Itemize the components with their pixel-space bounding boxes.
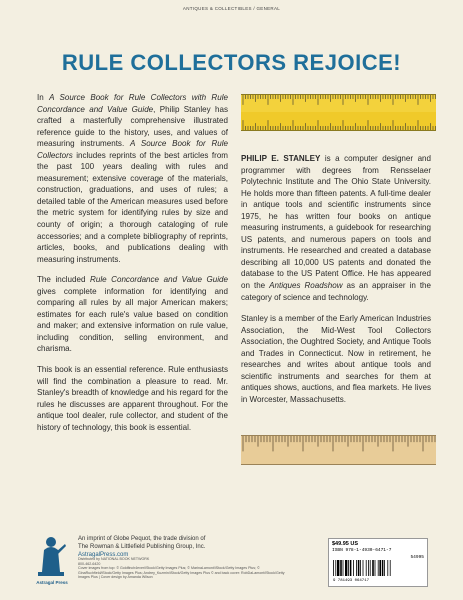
barcode-bar <box>363 560 364 576</box>
author-bio-paragraph-1: PHILIP E. STANLEY is a computer designer and programmer with degrees from Rensselaer Polytechnic Institute and The Ohio State University. He holds more than fifteen patents. A full-time dealer in antique tools and scientific instruments since 1975, he has written four books on antique measuring instruments, a guidebook for researching US patents, and numerous papers on tools and instruments. He researched and created a database describing all 10,000 US patents and donated the database to the US Patent Office. He has appeared on the Antiques Roadshow as an appraiser in the category of science and technology. <box>241 154 432 302</box>
publisher-info <box>78 535 278 559</box>
barcode-bar <box>358 560 360 576</box>
publisher-line-1: An imprint of Globe Pequot, the trade division of <box>78 536 206 542</box>
author-name: PHILIP E. STANLEY <box>241 154 321 163</box>
barcode-bar <box>350 560 352 576</box>
barcode-bar <box>390 560 391 576</box>
barcode-bar <box>368 560 369 576</box>
publisher-url: AstragalPress.com <box>78 552 129 558</box>
image-credits: Cover images from top: © Goldfinch4ever/iStock/Getty Images Plus; © MarinaLamont/iStock/Getty Images Plus; © GinaRuchfield/iStock/Getty Images Plus; Andrey_Kuzmin/iStock/Getty Images Plus © and back cover: RobDaLamont/iStock/Getty Images Plus | Cover design by Amanda Wilson <box>78 566 285 580</box>
category-label: ANTIQUES & COLLECTIBLES / GENERAL <box>182 6 281 11</box>
barcode-bar <box>333 560 334 576</box>
ruler-ticks <box>241 95 436 113</box>
description-paragraph-2: The included Rule Concordance and Value Guide gives complete information for identifying and comparing all rules by all major American makers; estimates for each rule's value based on condition and maker; and extensive information on rule value, including condition, selling environment, and charisma. <box>37 275 228 354</box>
isbn: ISBN 978-1-4930-6471-7 <box>332 548 392 553</box>
publisher-logo-label: Astragal Press <box>36 580 68 585</box>
barcode-bar <box>384 560 385 576</box>
barcode-bar <box>379 560 381 576</box>
barcode-bar <box>343 560 344 576</box>
distributor: Distributed by NATIONAL BOOK NETWORK <box>78 557 150 561</box>
description-column <box>37 92 228 442</box>
barcode-bar <box>348 560 349 576</box>
ruler-image-yellow <box>241 94 436 114</box>
barcode-bar <box>360 560 361 576</box>
cover-credits <box>78 557 288 580</box>
barcode-bar <box>345 560 347 576</box>
headline: RULE COLLECTORS REJOICE! <box>61 50 402 75</box>
barcode-bar <box>353 560 354 576</box>
barcode-digits: 9 781493 064717 <box>333 579 370 582</box>
barcode-bar <box>337 560 339 576</box>
astragal-press-logo <box>34 532 68 580</box>
ruler-ticks-wood <box>241 436 436 464</box>
barcode-bars <box>333 554 423 582</box>
barcode-bar <box>382 560 384 576</box>
description-paragraph-3: This book is an essential reference. Rule enthusiasts will find the combination a pleasure to read. Mr. Stanley's breadth of knowledge and his regard for the rules he discusses are apparent throughout. For the antique tool dealer, rule collector, and student of the history of technology, this book is essential. <box>37 365 228 432</box>
author-bio-paragraph-2: Stanley is a member of the Early American Industries Association, the Mid-West Tool Collectors Association, the Oughtred Society, and Antique Tools and Trades in Connecticut. Now in retirement, he researches and writes about antique tools and scientific instruments and searches for them at antiques shows, auctions, and flea markets. He lives in Worcester, Massachusetts. <box>241 314 431 404</box>
distributor-phone: 800-462-6420 <box>78 561 101 566</box>
author-bio-column <box>241 153 431 415</box>
barcode-bar <box>366 560 367 576</box>
ruler-ticks-2 <box>241 112 436 130</box>
ruler-image-yellow-2 <box>241 112 436 131</box>
barcode-bar <box>370 560 371 576</box>
publisher-line-2: The Rowman & Littlefield Publishing Group, Inc. <box>78 544 206 550</box>
barcode-bar <box>387 560 388 576</box>
price: $49.95 US <box>332 541 358 547</box>
description-paragraph-1: In A Source Book for Rule Collectors with Rule Concordance and Value Guide, Philip Stanley has crafted a masterfully comprehensive illustrated reference guide to the history, uses, and values of measuring instruments. A Source Book for Rule Collectors includes reprints of the best articles from the past 100 years dealing with rules and measurement; extensive coverage of the materials, construction, graduations, and uses of rules; a detailed table of the American measures used before the metric system for identifying rules by size and county of origin; a thorough cataloging of rule accessories; and a complete bibliography of reprints, articles, books, and publications dealing with measuring instruments. <box>37 93 228 264</box>
barcode-bar <box>340 560 342 576</box>
barcode-bar <box>372 560 374 576</box>
barcode-addon: 54995 <box>410 555 424 560</box>
barcode-bar <box>378 560 379 576</box>
barcode-bar <box>375 560 376 576</box>
barcode-bar <box>356 560 357 576</box>
ruler-image-wood <box>241 435 436 465</box>
barcode-block <box>328 538 428 587</box>
barcode-bar <box>335 560 336 576</box>
